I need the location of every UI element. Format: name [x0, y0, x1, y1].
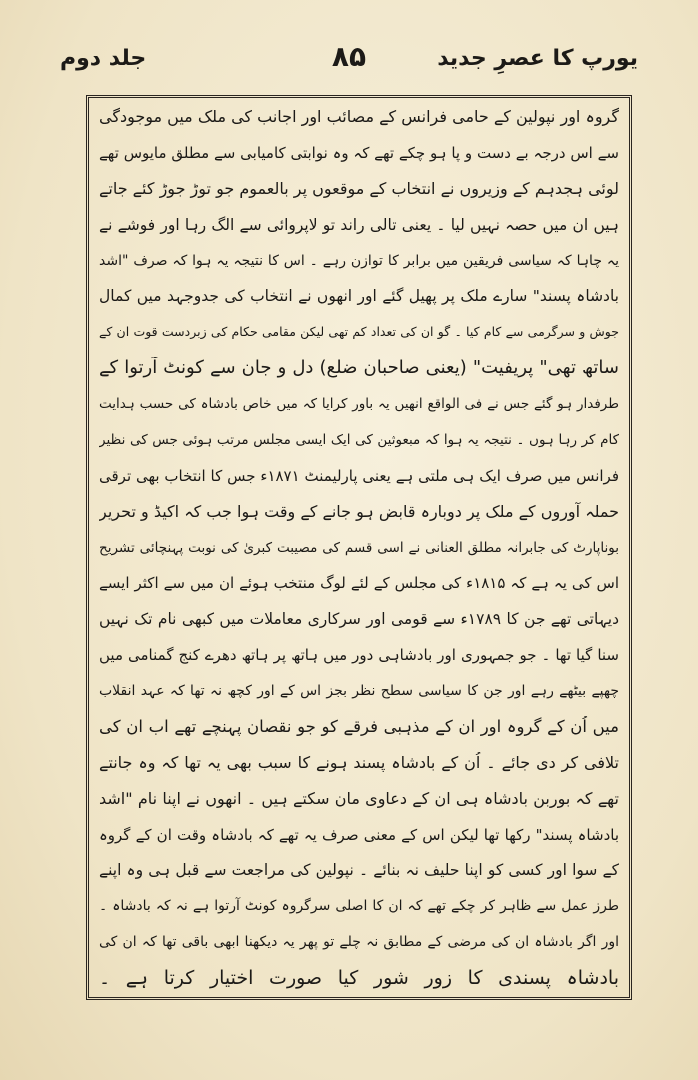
volume-label: جلد دوم [60, 46, 147, 71]
text-line: سے اس درجہ بے دست و پا ہو چکے تھے کہ وہ نوابتی کامیابی سے مطلق مایوس تھے [99, 143, 619, 162]
text-line: جوش و سرگرمی سے کام کیا ۔ گو ان کی تعداد کم تھی لیکن مقامی حکام کی زبردست قوت ان کے [99, 324, 619, 340]
text-line: حملہ آوروں کے ملک پر دوبارہ قابض ہو جانے کے وقت ہوا جب کہ اکیڈ و تحریر [99, 501, 619, 521]
text-line: بادشاہ پسندی کا زور شور کیا صورت اختیار کرتا ہے ۔ [99, 967, 619, 989]
page-header [60, 40, 638, 84]
running-title: یورپ کا عصرِ جدید [437, 46, 638, 71]
text-line: یہ چاہا کہ سیاسی فریقین میں برابر کا توازن رہے ۔ اس کا نتیجہ یہ ہوا کہ صرف "اشد [99, 252, 619, 269]
text-line: چھپے بیٹھے رہے اور جن کا سیاسی سطح نظر بجز اس کے اور کچھ نہ تھا کہ عہد انقلاب [99, 683, 619, 699]
text-line: دیہاتی تھے جن کا ۱۷۸۹ء سے قومی اور سرکاری معاملات میں کبھی نام تک نہیں [99, 610, 619, 629]
text-line: بادشاہ پسند" سارے ملک پر پھیل گئے اور انھوں نے انتخاب کی جدوجہد میں کمال [99, 287, 619, 306]
text-line: تلافی کر دی جائے ۔ اُن کے بادشاہ پسند ہونے کا سبب بھی یہ تھا کہ وہ جانتے [99, 752, 619, 772]
text-line: میں اُن کے گروہ اور ان کے مذہبی فرقے کو جو نقصان پہنچے تھے اب ان کی [99, 716, 619, 736]
text-line: کام کر رہا ہوں ۔ نتیجہ یہ ہوا کہ مبعوثین کی ایک ایسی مجلس مرتب ہوئی جس کی نظیر [99, 431, 619, 448]
text-line: ساتھ تھی" پریفیت" (یعنی صاحبان ضلع) دل و جان سے کونٹ آرتوا کے [99, 357, 619, 379]
text-line: سنا گیا تھا ۔ جو جمہوری اور بادشاہی دور میں ہاتھ پر ہاتھ دھرے کنج گمنامی میں [99, 646, 619, 665]
text-line: طرز عمل سے ظاہر کر چکے تھے کہ ان کا اصلی سرگروہ کونٹ آرتوا ہے نہ کہ بادشاہ ۔ [99, 898, 619, 915]
text-line: فرانس میں صرف ایک ہی ملتی ہے یعنی پارلیمنٹ ۱۸۷۱ء جس کا انتخاب بھی ترقی [99, 466, 619, 485]
text-line: کے سوا اور کسی کو اپنا حلیف نہ بنائے ۔ نپولین کی مراجعت سے قبل ہی وہ اپنے [99, 861, 619, 880]
text-line: ہیں ان میں حصہ نہیں لیا ۔ یعنی تالی راند تو لاپروائی سے الگ رہا اور فوشے نے [99, 215, 619, 234]
text-line: اور اگر بادشاہ ان کی مرضی کے مطابق نہ چلے تو پھر یہ دیکھنا ابھی باقی تھا کہ ان کی [99, 934, 619, 951]
text-line: طرفدار ہو گئے جس نے فی الواقع انھیں یہ باور کرایا کہ میں خاص بادشاہ کی حسب ہدایت [99, 396, 619, 412]
text-line: بادشاہ پسند" رکھا تھا لیکن اس کے معنی صرف یہ تھے کہ بادشاہ وقت ان کے گروہ [99, 825, 619, 844]
text-line: بوناپارٹ کی جابرانہ مطلق العنانی نے اسی قسم کی مصیبت کبریٰ کی نوبت پہنچائی تشریح [99, 539, 619, 556]
text-line: تھے کہ بوربن بادشاہ ہی ان کے دعاوی مان سکتے ہیں ۔ انھوں نے اپنا نام "اشد [99, 788, 619, 808]
text-frame [86, 95, 632, 1000]
text-line: گروہ اور نپولین کے حامی فرانس کے مصائب اور اجانب کی ملک میں موجودگی [99, 107, 619, 126]
page-number: ۸۵ [331, 40, 367, 73]
body-text [99, 106, 619, 989]
text-line: لوئی ہجدہم کے وزیروں نے انتخاب کے موقعوں پر بالعموم جو توڑ جوڑ کئے جاتے [99, 178, 619, 198]
text-line: اس کی یہ ہے کہ ۱۸۱۵ء کی مجلس کے لئے لوگ منتخب ہوئے ان میں سے اکثر ایسے [99, 574, 619, 593]
